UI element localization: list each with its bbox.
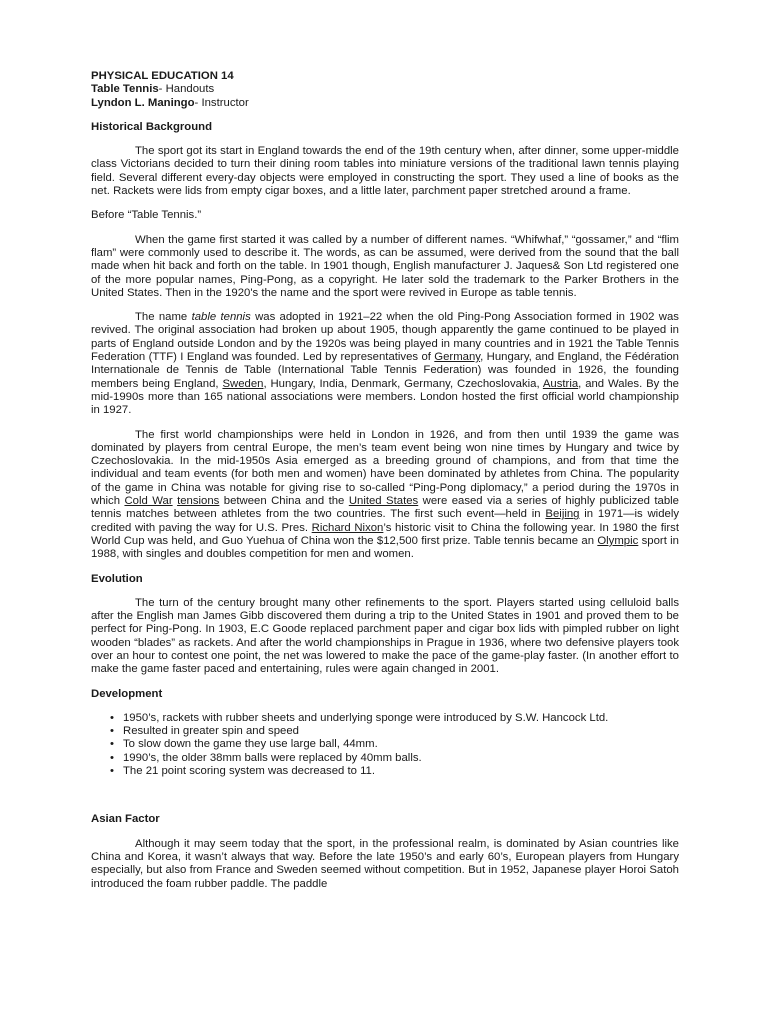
link-richard-nixon[interactable]: Richard Nixon [311,521,384,534]
subject-name: Table Tennis [91,83,159,96]
paragraph-origins: The sport got its start in England towards the end of the 19th century when, after dinner, some upper-middle class Victorians decided to turn their dining room tables into miniature versions of the traditional lawn tennis playing field. Several different every-day objects were employed in constructing the sport. They used a line of books as the net. Rackets were lids from empty cigar boxes, and a little later, parchment paper stretched around a frame. [91,145,679,198]
link-austria[interactable]: Austria [542,377,579,390]
course-title: PHYSICAL EDUCATION 14 [91,70,234,82]
paragraph-evolution: The turn of the century brought many other refinements to the sport. Players started using celluloid balls after the English man James Gibb discovered them during a trip to the United States in 1901 and proved them to be perfect for Ping-Pong. In 1903, E.C Goode replaced parchment paper and cigar box lids with pimpled rubber on light wooden “blades” as rackets. And after the world championships in Prague in 1936, where two defensive players took over an hour to contest one point, the net was lowered to make the pace of the game-play faster. (In another effort to make the game faster paced and entertaining, rules were again changed in 2001. [91,596,679,676]
list-item: • To slow down the game they use large ball, 44mm. [110,738,378,751]
heading-evolution: Evolution [91,572,143,585]
list-item: • 1990’s, the older 38mm balls were replaced by 40mm balls. [110,751,422,764]
bullet-icon: • [110,725,114,738]
subject-line [91,83,679,96]
link-cold-war[interactable]: Cold War [124,495,173,508]
bullet-icon: • [110,765,114,778]
instructor-role: - Instructor [194,96,249,109]
term-table-tennis: table tennis [191,311,251,324]
heading-historical-background: Historical Background [91,120,213,133]
list-item: • 1950’s, rackets with rubber sheets and underlying sponge were introduced by S.W. Hancock Ltd. [110,711,609,724]
development-list [91,712,679,778]
heading-asian-factor: Asian Factor [91,813,160,826]
heading-development: Development [91,687,163,700]
link-united-states[interactable]: United States [348,495,419,508]
link-sweden[interactable]: Sweden [222,377,264,390]
paragraph-names: When the game first started it was called by a number of different names. “Whifwhaf,” “gossamer,” and “flim flam” were commonly used to describe it. The words, as can be assumed, were derived from the sound that the ball made when hit back and forth on the table. In 1901 though, English manufacturer J. Jaques& Son Ltd registered one of the more popular names, Ping-Pong, as a copyright. He later sold the trademark to the Parker Brothers in the United States. Then in the 1920's the name and the sport were revived in Europe as table tennis. [91,233,679,299]
list-item: • Resulted in greater spin and speed [110,725,299,738]
paragraph-federation: The name table tennis was adopted in 1921–22 when the old Ping-Pong Association formed in 1902 was revived. The original association had broken up about 1905, though apparently the game continued to be played in parts of England outside London and by the 1920s was being played in many countries and in 1921 the Table Tennis Federation (TTF) I England was founded. Led by representatives of Germany, Hungary, and England, the Fédération Internationale de Tennis de Table (International Table Tennis Federation) was founded in 1926, the founding members being England, Sweden, Hungary, India, Denmark, Germany, Czechoslovakia, Austria, and Wales. By the mid-1990s more than 165 national associations were members. London hosted the first official world championship in 1927. [91,311,679,417]
bullet-icon: • [110,711,114,724]
bullet-icon: • [110,738,114,751]
spacer [91,789,679,802]
link-olympic[interactable]: Olympic [597,534,639,547]
link-beijing[interactable]: Beijing [545,508,580,521]
list-item: • The 21 point scoring system was decreased to 11. [110,765,376,778]
instructor-name: Lyndon L. Maningo [91,96,195,109]
link-germany[interactable]: Germany [434,351,481,364]
paragraph-world-championships: The first world championships were held in London in 1926, and from then until 1939 the game was dominated by players from central Europe, the men’s team event being won nine times by Hungary and twice by Czechoslovakia. In the mid-1950s Asia emerged as a breeding ground of champions, and from that time the individual and team events (for both men and women) have been dominated by athletes from China. The popularity of the game in China was notable for giving rise to so-called “Ping-Pong diplomacy,” a period during the 1970s in which Cold War tensions between China and the United States were eased via a series of highly publicized table tennis matches between athletes from the two countries. The first such event—held in Beijing in 1971—is widely credited with paving the way for U.S. Pres. Richard Nixon’s historic visit to China the following year. In 1980 the first World Cup was held, and Guo Yuehua of China won the $12,500 first prize. Table tennis became an Olympic sport in 1988, with singles and doubles competition for men and women. [91,428,680,561]
subject-suffix: - Handouts [158,83,215,96]
instructor-line [91,97,679,110]
heading-before-table-tennis: Before “Table Tennis.” [91,209,202,222]
paragraph-asian-factor: Although it may seem today that the sport, in the professional realm, is dominated by Asian countries like China and Korea, it wasn’t always that way. Before the late 1950’s and early 60’s, European players from Hungary especially, but also from France and Sweden seemed without competition. But in 1952, Japanese player Horoi Satoh introduced the foam rubber paddle. The paddle [91,837,679,890]
link-tensions[interactable]: tensions [177,495,220,508]
bullet-icon: • [110,751,114,764]
